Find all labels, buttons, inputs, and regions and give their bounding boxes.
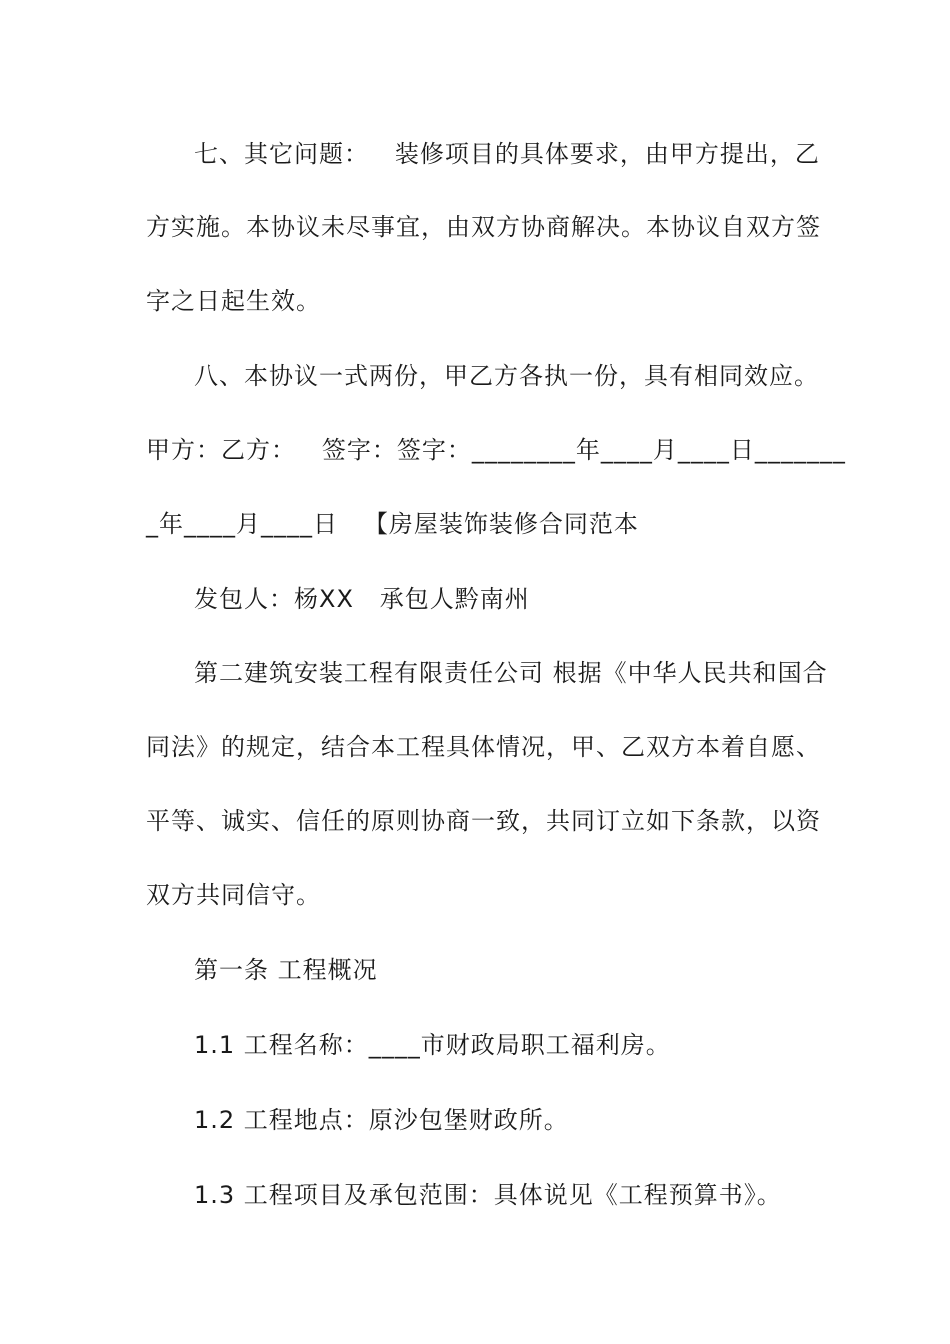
clause-item: 1.1 工程名称：____市财政局职工福利房。	[194, 1031, 671, 1059]
signature-date-line: _年____月____日 【房屋装饰装修合同范本	[146, 510, 639, 538]
paragraph-line: 双方共同信守。	[146, 881, 321, 909]
paragraph-line: 发包人：杨XX 承包人黔南州	[194, 585, 530, 613]
paragraph-line: 第二建筑安装工程有限责任公司 根据《中华人民共和国合	[194, 659, 828, 687]
paragraph-line: 同法》的规定，结合本工程具体情况，甲、乙双方本着自愿、	[146, 733, 821, 761]
clause-item: 1.2 工程地点：原沙包堡财政所。	[194, 1106, 569, 1134]
paragraph-line: 七、其它问题： 装修项目的具体要求，由甲方提出，乙	[194, 140, 820, 168]
signature-line: 甲方：乙方： 签字：签字：________年____月____日_______	[146, 436, 846, 464]
section-heading: 第一条 工程概况	[194, 956, 378, 984]
clause-item: 1.3 工程项目及承包范围：具体说见《工程预算书》。	[194, 1181, 782, 1209]
paragraph-line: 平等、诚实、信任的原则协商一致，共同订立如下条款，以资	[146, 807, 821, 835]
paragraph-line: 八、本协议一式两份，甲乙方各执一份，具有相同效应。	[194, 362, 819, 390]
paragraph-line: 字之日起生效。	[146, 287, 321, 315]
paragraph-line: 方实施。本协议未尽事宜，由双方协商解决。本协议自双方签	[146, 213, 821, 241]
